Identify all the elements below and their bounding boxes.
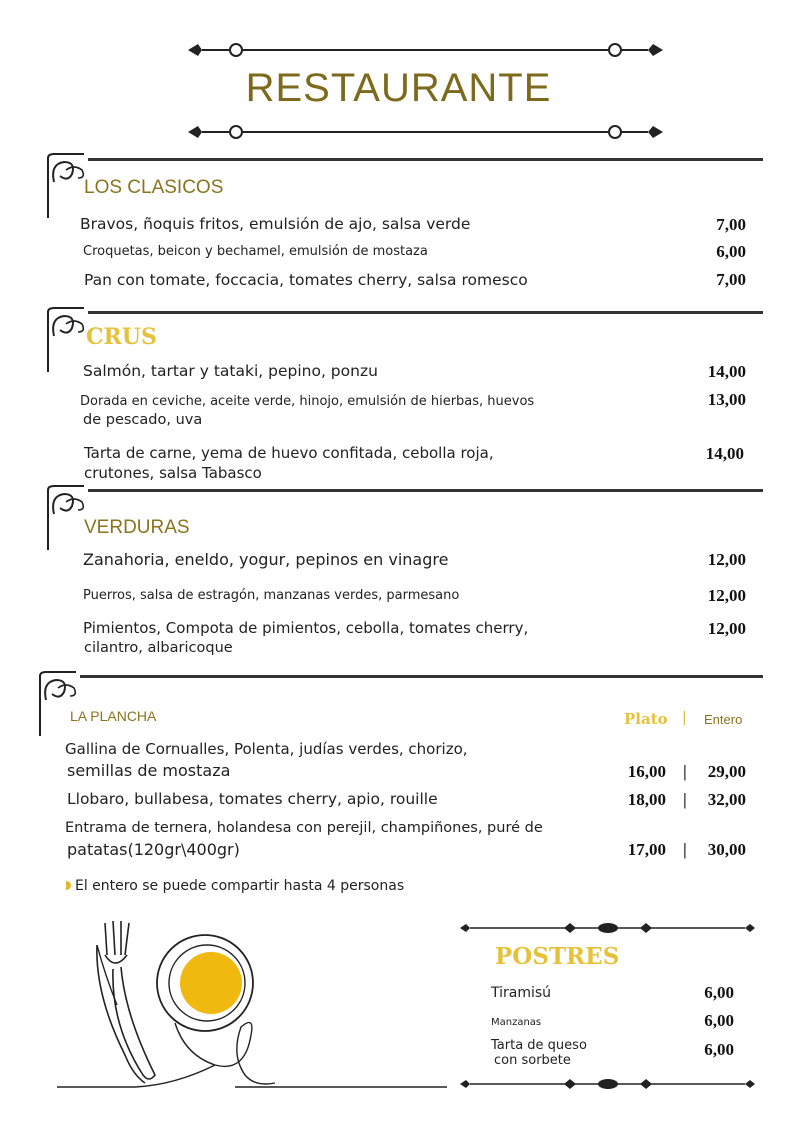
price: 13,00 xyxy=(707,390,746,409)
plate-cutlery-illustration xyxy=(55,915,450,1095)
price-separator: | xyxy=(683,790,687,809)
price-plato: 18,00 xyxy=(627,790,666,809)
top-ornament xyxy=(188,40,663,60)
section-rule xyxy=(88,489,763,492)
column-header-plato: Plato xyxy=(624,710,668,728)
dish-entrama-line2: patatas(120gr\400gr) xyxy=(67,840,240,859)
section-rule xyxy=(88,311,763,314)
section-title-clasicos: LOS CLASICOS xyxy=(84,177,224,198)
postres-top-ornament xyxy=(460,920,755,936)
section-title-plancha: LA PLANCHA xyxy=(70,708,157,724)
price-entero: 30,00 xyxy=(707,840,746,859)
note-bullet-icon xyxy=(66,881,71,890)
dish-zanahoria: Zanahoria, eneldo, yogur, pepinos en vinagre xyxy=(83,550,449,569)
dish-pan-con-tomate: Pan con tomate, foccacia, tomates cherry, salsa romesco xyxy=(84,271,528,289)
section-title-postres: POSTRES xyxy=(495,943,620,970)
section-title-crus: CRUS xyxy=(86,324,157,350)
dish-pimientos-line1: Pimientos, Compota de pimientos, cebolla, tomates cherry, xyxy=(83,619,529,637)
dish-dorada-line2: de pescado, uva xyxy=(83,412,203,428)
column-separator: | xyxy=(682,710,687,726)
dessert-tarta-queso-line1: Tarta de queso xyxy=(491,1038,587,1053)
postres-bottom-ornament xyxy=(460,1076,755,1092)
dessert-manzanas: Manzanas xyxy=(491,1017,542,1028)
price: 6,00 xyxy=(716,242,746,261)
dish-salmon: Salmón, tartar y tataki, pepino, ponzu xyxy=(83,362,378,380)
dish-tarta-carne-line2: crutones, salsa Tabasco xyxy=(84,464,262,482)
price-entero: 29,00 xyxy=(707,762,746,781)
price: 12,00 xyxy=(707,619,746,638)
dish-pimientos-line2: cilantro, albaricoque xyxy=(84,640,233,656)
price: 7,00 xyxy=(716,215,746,234)
dish-croquetas: Croquetas, beicon y bechamel, emulsión de mostaza xyxy=(83,244,428,259)
price: 6,00 xyxy=(704,1011,734,1030)
sharing-note: El entero se puede compartir hasta 4 personas xyxy=(75,878,405,894)
dish-gallina-line2: semillas de mostaza xyxy=(67,761,231,780)
price: 12,00 xyxy=(707,586,746,605)
price: 7,00 xyxy=(716,270,746,289)
price-entero: 32,00 xyxy=(707,790,746,809)
dessert-tarta-queso-line2: con sorbete xyxy=(494,1053,571,1068)
corner-flourish-icon xyxy=(36,670,96,738)
price-separator: | xyxy=(683,762,687,781)
dish-puerros: Puerros, salsa de estragón, manzanas verdes, parmesano xyxy=(83,588,460,603)
dish-gallina-line1: Gallina de Cornualles, Polenta, judías verdes, chorizo, xyxy=(65,740,468,758)
dish-llobaro: Llobaro, bullabesa, tomates cherry, apio, rouille xyxy=(67,790,438,808)
dish-bravos: Bravos, ñoquis fritos, emulsión de ajo, salsa verde xyxy=(80,215,471,233)
price: 6,00 xyxy=(704,1040,734,1059)
dish-tarta-carne-line1: Tarta de carne, yema de huevo confitada, cebolla roja, xyxy=(84,444,494,462)
section-rule xyxy=(88,158,763,161)
price: 12,00 xyxy=(707,550,746,569)
price: 14,00 xyxy=(707,362,746,381)
page-title: RESTAURANTE xyxy=(245,66,552,110)
dish-dorada-line1: Dorada en ceviche, aceite verde, hinojo, emulsión de hierbas, huevos xyxy=(80,394,535,409)
section-title-verduras: VERDURAS xyxy=(84,517,190,538)
column-header-entero: Entero xyxy=(704,712,743,727)
price: 14,00 xyxy=(705,444,744,463)
price: 6,00 xyxy=(704,983,734,1002)
price-plato: 16,00 xyxy=(627,762,666,781)
yolk xyxy=(180,952,242,1014)
title-bottom-ornament xyxy=(188,122,663,142)
price-plato: 17,00 xyxy=(627,840,666,859)
section-rule xyxy=(80,675,763,678)
price-separator: | xyxy=(683,840,687,859)
dish-entrama-line1: Entrama de ternera, holandesa con perejil, champiñones, puré de xyxy=(65,820,543,836)
dessert-tiramisu: Tiramisú xyxy=(491,985,552,1001)
